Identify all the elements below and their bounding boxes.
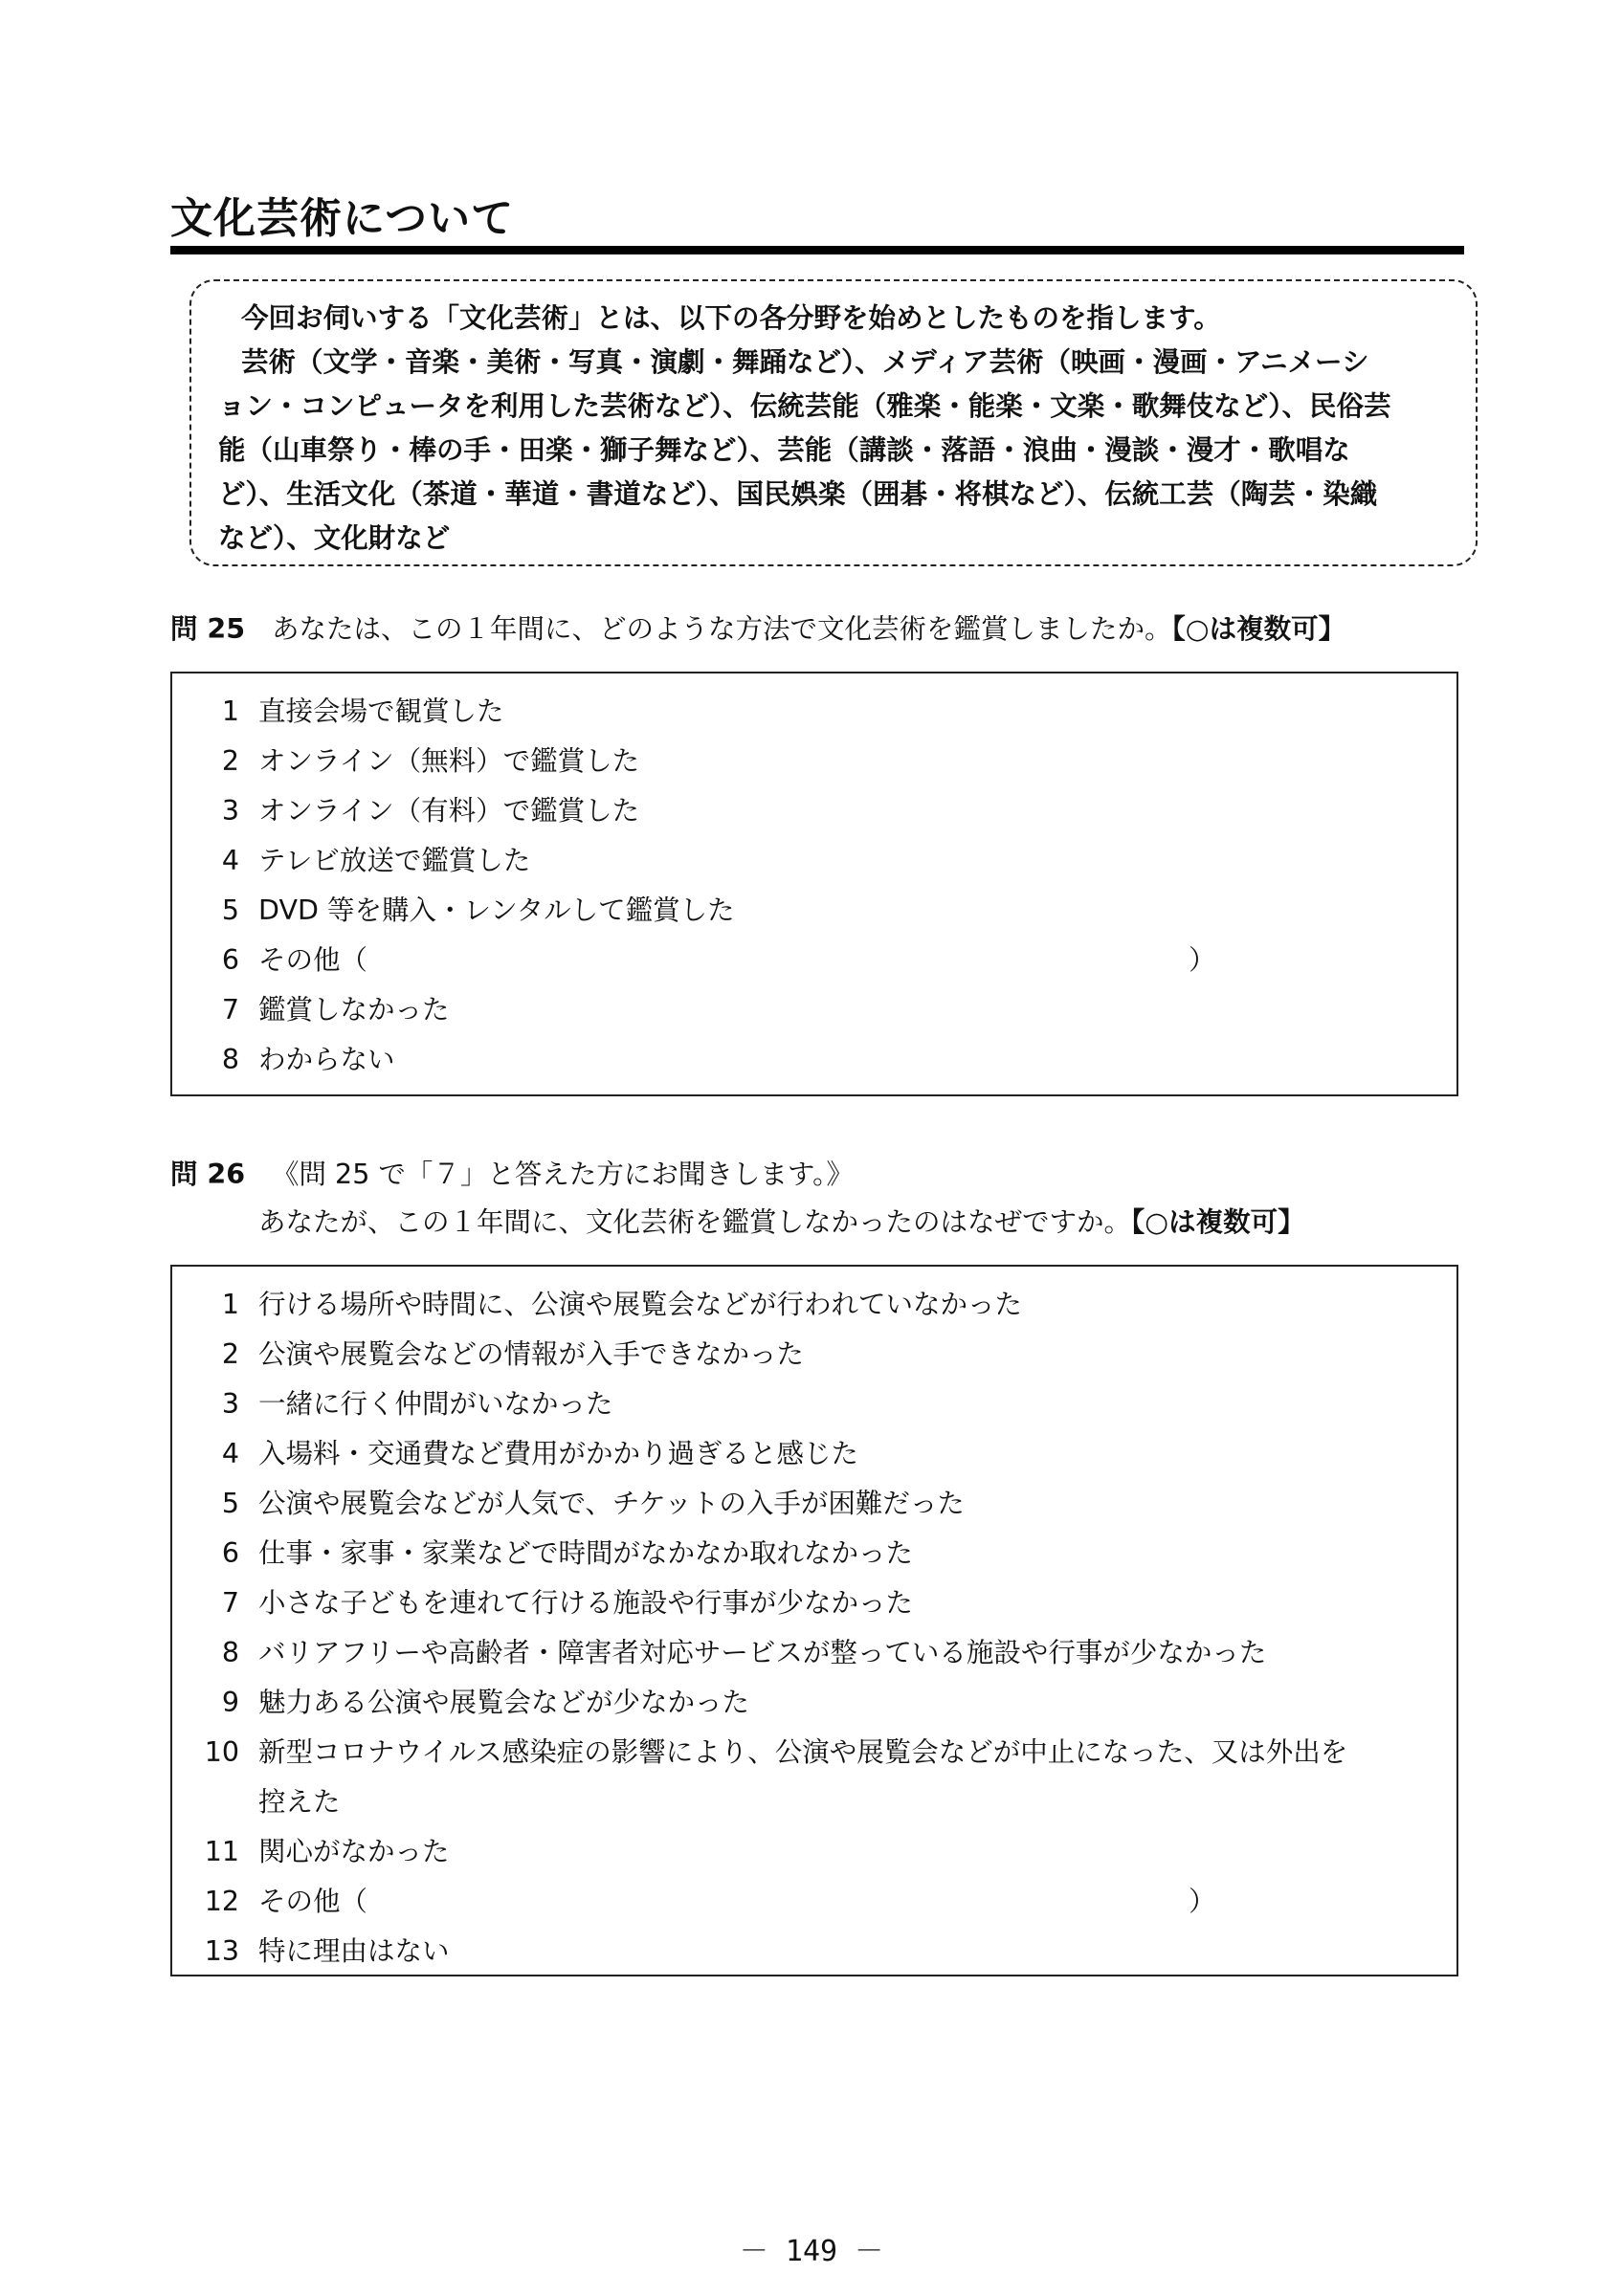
option-item-other[interactable]: 6 その他（ ）	[172, 941, 1460, 980]
question-text: あなたは、この１年間に、どのような方法で文化芸術を鑑賞しましたか。	[272, 613, 1172, 645]
option-item[interactable]: 8 バリアフリーや高齢者・障害者対応サービスが整っている施設や行事が少なかった	[221, 1637, 1267, 1668]
option-item[interactable]: 3 オンライン（有料）で鑑賞した	[221, 795, 640, 827]
option-item[interactable]: 7 鑑賞しなかった	[221, 994, 450, 1026]
option-item[interactable]: 5 公演や展覧会などが人気で、チケットの入手が困難だった	[221, 1488, 965, 1519]
intro-line: 能（山車祭り・棒の手・田楽・獅子舞など）、芸能（講談・落語・浪曲・漫談・漫才・歌唱な	[218, 434, 1350, 466]
option-item[interactable]: 3 一緒に行く仲間がいなかった	[221, 1388, 613, 1420]
intro-line: ど）、生活文化（茶道・華道・書道など）、国民娯楽（囲碁・将棋など）、伝統工芸（陶芸・染織	[218, 478, 1378, 510]
q26-options-box	[170, 1265, 1458, 1976]
option-item[interactable]: 1 直接会場で観賞した	[221, 695, 504, 727]
question-25	[170, 610, 1345, 649]
question-condition: 《問 25 で「７」と答えた方にお聞きします。》	[272, 1159, 854, 1190]
section-title: 文化芸術について	[170, 194, 515, 243]
option-item[interactable]: 11 関心がなかった	[204, 1836, 450, 1867]
option-item[interactable]: 4 テレビ放送で鑑賞した	[221, 845, 531, 876]
intro-line: 今回お伺いする「文化芸術」とは、以下の各分野を始めとしたものを指します。	[241, 302, 1221, 334]
other-close-paren: ）	[1189, 1886, 1216, 1917]
option-item[interactable]: 4 入場料・交通費など費用がかかり過ぎると感じた	[221, 1438, 859, 1469]
question-number: 問 25	[170, 613, 246, 645]
intro-line: など）、文化財など	[218, 522, 451, 554]
title-underline	[170, 246, 1464, 254]
option-item[interactable]: 1 行ける場所や時間に、公演や展覧会などが行われていなかった	[221, 1289, 1023, 1320]
option-item[interactable]: 13 特に理由はない	[204, 1935, 450, 1967]
option-item[interactable]: 5 DVD 等を購入・レンタルして鑑賞した	[221, 894, 735, 926]
option-item-other[interactable]: 12 その他（ ）	[172, 1883, 1460, 1921]
option-item[interactable]: 10 新型コロナウイルス感染症の影響により、公演や展覧会などが中止になった、又は外出を	[204, 1736, 1348, 1768]
option-item[interactable]: 7 小さな子どもを連れて行ける施設や行事が少なかった	[221, 1587, 914, 1619]
intro-line: ョン・コンピュータを利用した芸術など）、伝統芸能（雅楽・能楽・文楽・歌舞伎など）、民俗芸	[218, 390, 1391, 422]
multiple-choice-tag: 【○は複数可】	[1131, 1206, 1305, 1238]
question-26-text	[258, 1203, 1305, 1242]
question-26	[170, 1156, 854, 1194]
q25-options-box	[170, 672, 1458, 1096]
intro-definition-box	[189, 279, 1478, 566]
intro-line: 芸術（文学・音楽・美術・写真・演劇・舞踊など）、メディア芸術（映画・漫画・アニメーシ	[241, 346, 1369, 378]
option-item[interactable]: 2 公演や展覧会などの情報が入手できなかった	[221, 1338, 805, 1370]
option-item[interactable]: 2 オンライン（無料）で鑑賞した	[221, 745, 640, 777]
option-item[interactable]: 6 仕事・家事・家業などで時間がなかなか取れなかった	[221, 1537, 914, 1569]
multiple-choice-tag: 【○は複数可】	[1171, 613, 1346, 645]
question-number: 問 26	[170, 1159, 246, 1190]
option-item[interactable]: 8 わからない	[221, 1044, 395, 1075]
page-number: － 149 －	[739, 2235, 884, 2268]
option-item-continuation: 控えた	[258, 1786, 341, 1818]
question-text: あなたが、この１年間に、文化芸術を鑑賞しなかったのはなぜですか。	[258, 1206, 1132, 1238]
other-close-paren: ）	[1189, 944, 1216, 976]
option-item[interactable]: 9 魅力ある公演や展覧会などが少なかった	[221, 1687, 750, 1718]
